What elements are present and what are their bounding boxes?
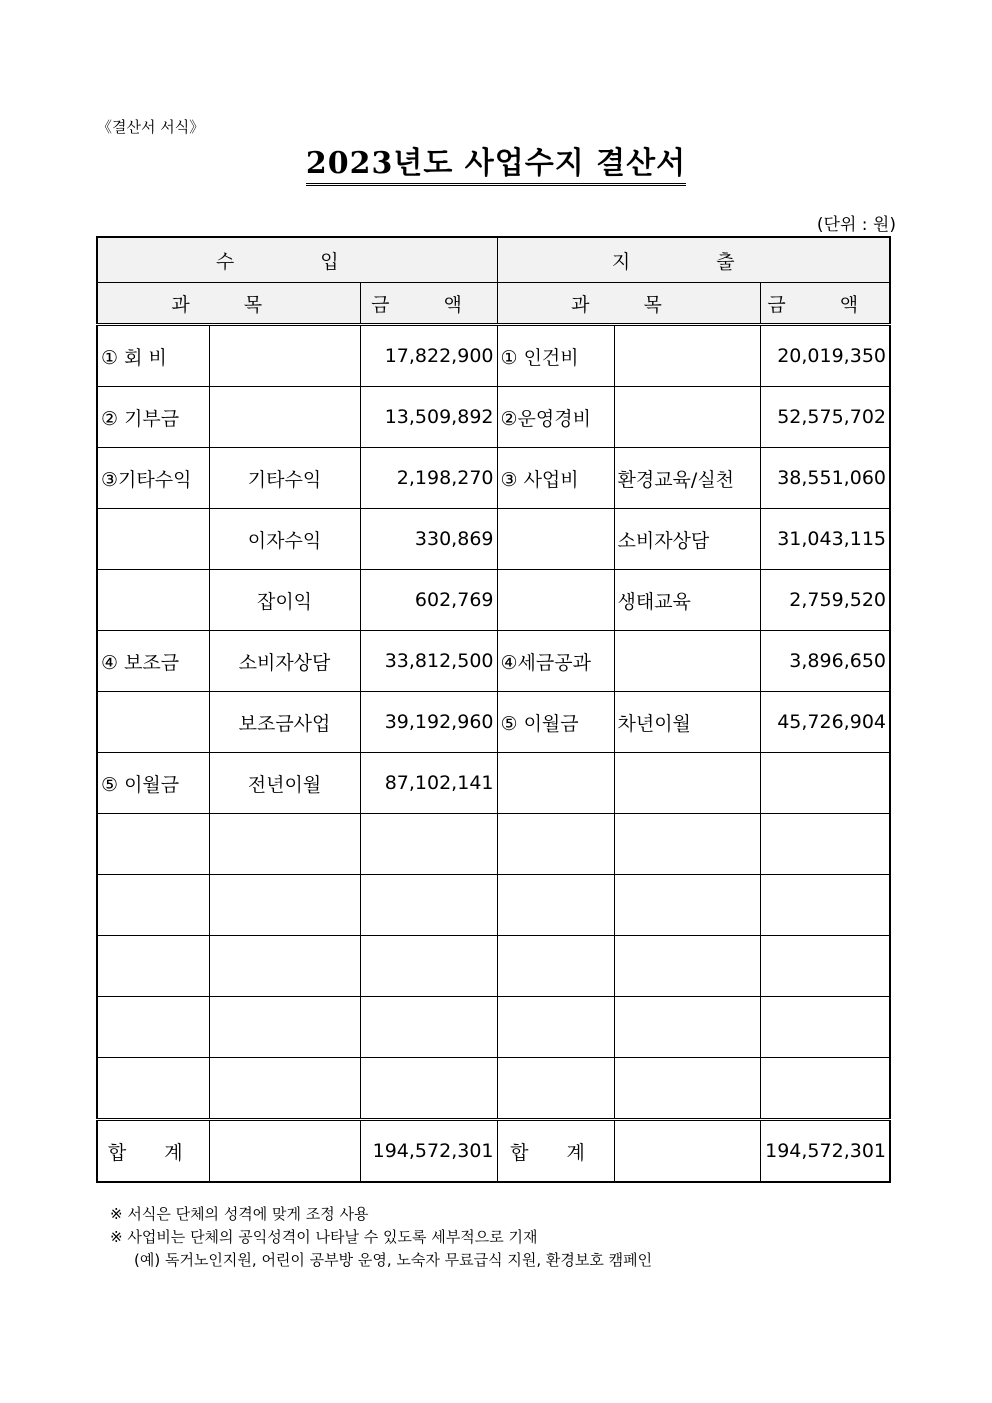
expense-category <box>497 997 614 1058</box>
income-category <box>97 997 209 1058</box>
expense-subitem <box>614 753 760 814</box>
expense-amount: 2,759,520 <box>760 570 890 631</box>
table-row <box>97 692 890 753</box>
table-row <box>97 631 890 692</box>
expense-subitem <box>614 936 760 997</box>
unit-label: (단위 : 원) <box>816 215 896 235</box>
expense-category <box>497 936 614 997</box>
expense-amount: 45,726,904 <box>760 692 890 753</box>
note-1: ※ 서식은 단체의 성격에 맞게 조정 사용 <box>110 1205 369 1223</box>
expense-subitem <box>614 631 760 692</box>
income-total-blank <box>209 1120 360 1183</box>
expense-category: ① 인건비 <box>497 325 614 387</box>
income-category: ① 회 비 <box>97 325 209 387</box>
income-subitem <box>209 997 360 1058</box>
income-category <box>97 936 209 997</box>
income-subitem: 보조금사업 <box>209 692 360 753</box>
expense-item-header: 과 목 <box>497 283 760 325</box>
income-category <box>97 570 209 631</box>
table-row <box>97 448 890 509</box>
income-subitem: 소비자상담 <box>209 631 360 692</box>
expense-amount <box>760 753 890 814</box>
income-amount <box>360 875 497 936</box>
income-header: 수 입 <box>97 237 497 283</box>
table-row <box>97 509 890 570</box>
income-category <box>97 814 209 875</box>
expense-total-label: 합 계 <box>497 1120 614 1183</box>
expense-amount: 3,896,650 <box>760 631 890 692</box>
expense-subitem <box>614 1058 760 1120</box>
income-amount: 602,769 <box>360 570 497 631</box>
income-item-header: 과 목 <box>97 283 360 325</box>
expense-subitem <box>614 997 760 1058</box>
expense-category: ③ 사업비 <box>497 448 614 509</box>
page-title-text: 2023년도 사업수지 결산서 <box>306 146 686 186</box>
table-row <box>97 1058 890 1120</box>
income-total-amount: 194,572,301 <box>360 1120 497 1183</box>
expense-category <box>497 509 614 570</box>
expense-amount: 38,551,060 <box>760 448 890 509</box>
income-amount: 17,822,900 <box>360 325 497 387</box>
expense-category: ④세금공과 <box>497 631 614 692</box>
income-category: ⑤ 이월금 <box>97 753 209 814</box>
income-subitem <box>209 1058 360 1120</box>
expense-subitem <box>614 814 760 875</box>
income-category <box>97 875 209 936</box>
table-row <box>97 570 890 631</box>
table-row <box>97 814 890 875</box>
page-title <box>0 138 992 182</box>
income-subitem: 전년이월 <box>209 753 360 814</box>
income-category <box>97 692 209 753</box>
table-row <box>97 325 890 387</box>
income-amount: 330,869 <box>360 509 497 570</box>
note-2: ※ 사업비는 단체의 공익성격이 나타날 수 있도록 세부적으로 기재 <box>110 1228 538 1246</box>
income-amount: 39,192,960 <box>360 692 497 753</box>
expense-subitem: 소비자상담 <box>614 509 760 570</box>
income-amount: 13,509,892 <box>360 387 497 448</box>
expense-total-amount: 194,572,301 <box>760 1120 890 1183</box>
expense-subitem: 환경교육/실천 <box>614 448 760 509</box>
income-subitem <box>209 387 360 448</box>
income-amount: 87,102,141 <box>360 753 497 814</box>
income-category: ④ 보조금 <box>97 631 209 692</box>
income-category <box>97 509 209 570</box>
expense-category: ②운영경비 <box>497 387 614 448</box>
income-amount <box>360 1058 497 1120</box>
expense-amount <box>760 875 890 936</box>
expense-amount <box>760 1058 890 1120</box>
settlement-table <box>96 236 891 1183</box>
income-amount-header: 금 액 <box>360 283 497 325</box>
income-subitem <box>209 875 360 936</box>
income-amount <box>360 997 497 1058</box>
expense-category <box>497 570 614 631</box>
expense-amount-header: 금 액 <box>760 283 890 325</box>
expense-category <box>497 875 614 936</box>
form-label: 《결산서 서식》 <box>97 118 205 136</box>
expense-header: 지 출 <box>497 237 890 283</box>
expense-total-blank <box>614 1120 760 1183</box>
income-subitem: 이자수익 <box>209 509 360 570</box>
expense-subitem: 차년이월 <box>614 692 760 753</box>
header-row-sections <box>97 237 890 283</box>
income-subitem: 기타수익 <box>209 448 360 509</box>
expense-amount: 31,043,115 <box>760 509 890 570</box>
expense-category: ⑤ 이월금 <box>497 692 614 753</box>
total-row <box>97 1120 890 1183</box>
income-total-label: 합 계 <box>97 1120 209 1183</box>
notes <box>110 1203 652 1272</box>
table-row <box>97 875 890 936</box>
table-row <box>97 387 890 448</box>
income-category <box>97 1058 209 1120</box>
income-subitem <box>209 936 360 997</box>
expense-subitem <box>614 875 760 936</box>
income-amount: 33,812,500 <box>360 631 497 692</box>
expense-amount: 52,575,702 <box>760 387 890 448</box>
table-row <box>97 936 890 997</box>
expense-category <box>497 753 614 814</box>
expense-subitem <box>614 325 760 387</box>
expense-amount <box>760 936 890 997</box>
expense-category <box>497 1058 614 1120</box>
expense-amount: 20,019,350 <box>760 325 890 387</box>
header-row-columns <box>97 283 890 325</box>
income-subitem: 잡이익 <box>209 570 360 631</box>
table-row <box>97 997 890 1058</box>
income-category: ③기타수익 <box>97 448 209 509</box>
expense-subitem: 생태교육 <box>614 570 760 631</box>
income-subitem <box>209 325 360 387</box>
income-amount: 2,198,270 <box>360 448 497 509</box>
expense-subitem <box>614 387 760 448</box>
expense-amount <box>760 814 890 875</box>
income-subitem <box>209 814 360 875</box>
income-category: ② 기부금 <box>97 387 209 448</box>
expense-category <box>497 814 614 875</box>
table-row <box>97 753 890 814</box>
income-amount <box>360 936 497 997</box>
note-3: (예) 독거노인지원, 어린이 공부방 운영, 노숙자 무료급식 지원, 환경보호 캠페인 <box>134 1251 653 1269</box>
expense-amount <box>760 997 890 1058</box>
income-amount <box>360 814 497 875</box>
